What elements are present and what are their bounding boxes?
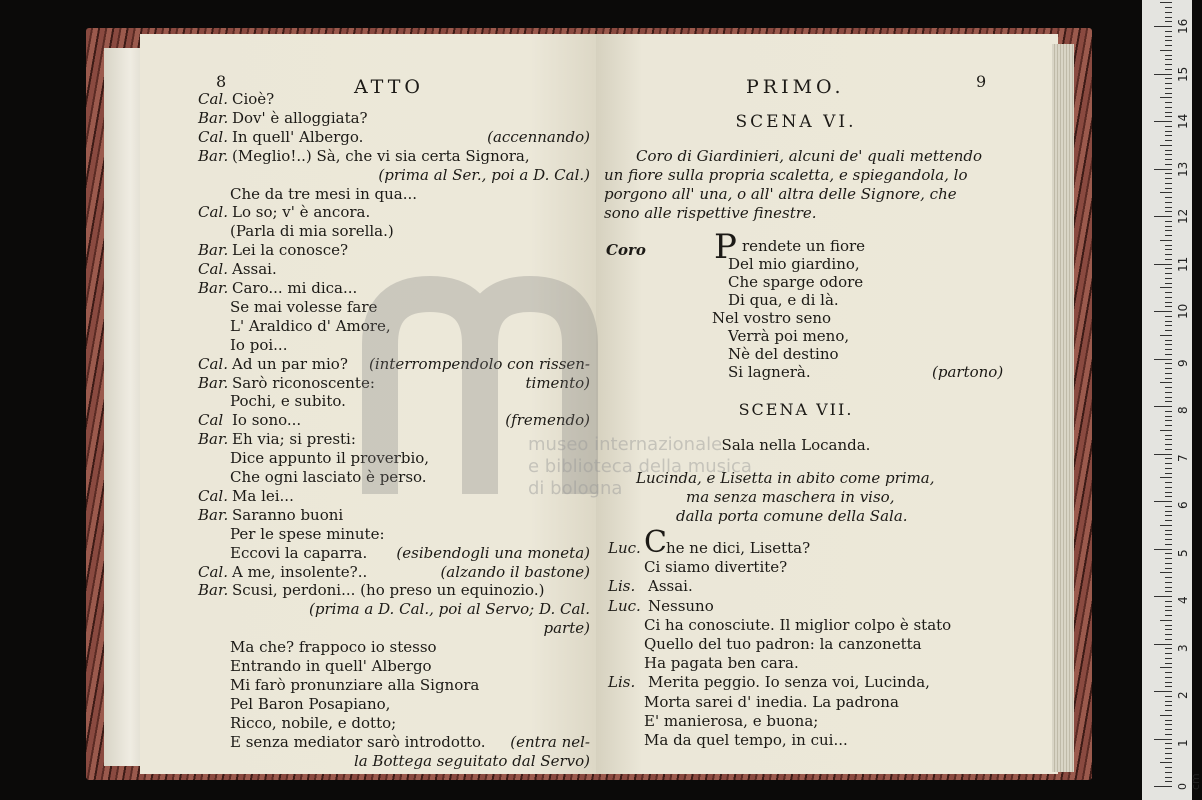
ruler-tick xyxy=(1165,102,1172,103)
ruler-tick xyxy=(1165,12,1172,13)
ruler-tick xyxy=(1154,549,1172,550)
ruler-tick xyxy=(1165,107,1172,108)
ruler-tick xyxy=(1165,534,1172,535)
ruler-label: 4 xyxy=(1176,596,1190,604)
verse-line: In quell' Albergo. xyxy=(232,127,364,146)
dialogue-line: Nessuno xyxy=(648,596,714,615)
right-page xyxy=(596,34,1058,774)
stage-direction: (esibendogli una moneta) xyxy=(396,543,590,562)
ruler-tick xyxy=(1165,173,1172,174)
ruler-tick xyxy=(1165,777,1172,778)
ruler-tick xyxy=(1165,520,1172,521)
ruler-tick xyxy=(1165,758,1172,759)
ruler-tick xyxy=(1154,596,1172,597)
verse-line: Io sono... xyxy=(232,411,302,430)
verse-line: Ad un par mio? xyxy=(232,354,348,373)
ruler-tick xyxy=(1154,216,1172,217)
dialogue-line: Quello del tuo padron: la canzonetta xyxy=(644,635,922,653)
ruler-tick xyxy=(1165,539,1172,540)
ruler-tick xyxy=(1154,739,1172,740)
ruler-tick xyxy=(1165,188,1172,189)
ruler-tick xyxy=(1165,648,1172,649)
dialogue-line: Ci siamo divertite? xyxy=(644,558,788,577)
scene-6-desc-line: Coro di Giardinieri, alcuni de' quali mettendo xyxy=(636,147,983,165)
ruler-tick xyxy=(1160,430,1172,431)
stage-direction: timento) xyxy=(525,373,590,392)
coro-verse-line: Si lagnerà. xyxy=(728,363,811,381)
ruler-tick xyxy=(1165,696,1172,697)
verse-line: Pel Baron Posapiano, xyxy=(230,694,391,713)
ruler-tick xyxy=(1165,629,1172,630)
ruler-tick xyxy=(1165,78,1172,79)
dialogue-line: Ci ha conosciute. Il miglior colpo è stato xyxy=(644,615,952,634)
ruler-tick xyxy=(1165,321,1172,322)
running-head-right: PRIMO. xyxy=(746,76,845,98)
ruler-tick xyxy=(1160,762,1172,763)
ruler-tick xyxy=(1165,458,1172,459)
speaker-label: Bar. xyxy=(198,581,229,600)
ruler-tick xyxy=(1165,325,1172,326)
speaker-label: Bar. xyxy=(198,373,229,392)
ruler-tick xyxy=(1165,487,1172,488)
ruler-tick xyxy=(1165,748,1172,749)
dialogue-line: Assai. xyxy=(648,577,693,596)
ruler-tick xyxy=(1165,553,1172,554)
ruler-tick xyxy=(1165,439,1172,440)
verse-line: Ma lei... xyxy=(232,486,294,505)
speaker-label: Cal. xyxy=(198,486,228,505)
verse-line: Lei la conosce? xyxy=(232,241,349,260)
verse-line: Scusi, perdoni... (ho preso un equinozio.) xyxy=(232,581,545,600)
verse-line: L' Araldico d' Amore, xyxy=(230,316,391,335)
ruler-tick xyxy=(1165,259,1172,260)
ruler-tick xyxy=(1154,406,1172,407)
page-edges xyxy=(1052,44,1074,772)
verse-line: Cioè? xyxy=(232,90,275,108)
watermark-line: museo internazionale xyxy=(528,434,723,455)
page-number-right: 9 xyxy=(976,72,987,91)
ruler-tick xyxy=(1165,530,1172,531)
ruler-tick xyxy=(1165,7,1172,8)
ruler-tick xyxy=(1165,306,1172,307)
verse-line: Pochi, e subito. xyxy=(230,392,346,411)
speaker-label: Cal. xyxy=(198,127,228,146)
ruler-tick xyxy=(1154,691,1172,692)
verse-line: A me, insolente?.. xyxy=(232,562,368,581)
ruler-tick xyxy=(1165,577,1172,578)
speaker-label: Bar. xyxy=(198,146,229,165)
verse-line: Lo so; v' è ancora. xyxy=(232,203,371,222)
stage-direction: (prima a D. Cal., poi al Servo; D. Cal. xyxy=(309,600,590,619)
ruler-tick xyxy=(1165,587,1172,588)
ruler-tick xyxy=(1165,767,1172,768)
ruler-tick xyxy=(1165,21,1172,22)
ruler-tick xyxy=(1154,169,1172,170)
stage-direction: la Bottega seguitato dal Servo) xyxy=(353,751,590,770)
verse-line: Eh via; si presti: xyxy=(232,430,356,449)
speaker-label: Cal xyxy=(198,411,224,430)
ruler-tick xyxy=(1160,477,1172,478)
coro-verse-line: Di qua, e di là. xyxy=(728,291,839,309)
ruler-tick xyxy=(1165,563,1172,564)
ruler-tick xyxy=(1165,116,1172,117)
scene-7-desc-line: dalla porta comune della Sala. xyxy=(676,507,908,525)
speaker-label: Bar. xyxy=(198,279,229,297)
page-number-left: 8 xyxy=(216,72,227,91)
watermark-line: e biblioteca della musica xyxy=(528,456,752,477)
dialogue-line: Merita peggio. Io senza voi, Lucinda, xyxy=(648,673,930,692)
ruler-tick xyxy=(1165,235,1172,236)
speaker-label: Lis. xyxy=(608,577,636,596)
ruler-label: 7 xyxy=(1176,453,1190,462)
watermark-line: di bologna xyxy=(528,478,623,499)
ruler-tick xyxy=(1165,506,1172,507)
speaker-label: Cal. xyxy=(198,203,228,222)
coro-verse-line: Nel vostro seno xyxy=(712,309,832,327)
stage-direction: (interrompendolo con rissen- xyxy=(368,354,590,373)
ruler-label: 1 xyxy=(1176,738,1190,747)
ruler-tick xyxy=(1165,653,1172,654)
ruler-tick xyxy=(1165,734,1172,735)
ruler-tick xyxy=(1165,245,1172,246)
ruler-tick xyxy=(1160,715,1172,716)
ruler-tick xyxy=(1154,501,1172,502)
ruler-tick xyxy=(1165,425,1172,426)
ruler-tick xyxy=(1165,221,1172,222)
ruler-tick xyxy=(1165,601,1172,602)
ruler-tick xyxy=(1165,40,1172,41)
verse-line: Caro... mi dica... xyxy=(232,279,358,297)
ruler-tick xyxy=(1160,335,1172,336)
ruler-tick xyxy=(1165,64,1172,65)
ruler-label: 8 xyxy=(1176,406,1190,414)
ruler-tick xyxy=(1165,159,1172,160)
ruler-tick xyxy=(1165,686,1172,687)
verse-line: Che da tre mesi in qua... xyxy=(230,184,418,203)
speaker-label: Bar. xyxy=(198,430,229,449)
scene-6-desc-line: un fiore sulla propria scaletta, e spiegandola, lo xyxy=(604,166,968,184)
speaker-label: Cal. xyxy=(198,562,228,581)
ruler-tick xyxy=(1165,17,1172,18)
ruler-tick xyxy=(1165,705,1172,706)
verse-line: Entrando in quell' Albergo xyxy=(230,657,432,675)
ruler-tick xyxy=(1165,639,1172,640)
ruler-tick xyxy=(1165,682,1172,683)
stage-direction: (prima al Ser., poi a D. Cal.) xyxy=(378,165,590,184)
ruler-tick xyxy=(1165,112,1172,113)
ruler-tick xyxy=(1160,525,1172,526)
ruler-tick xyxy=(1154,454,1172,455)
ruler-tick xyxy=(1154,359,1172,360)
ruler-label: 15 xyxy=(1176,66,1190,82)
ruler-label: 11 xyxy=(1176,256,1190,272)
ruler-tick xyxy=(1165,368,1172,369)
ruler-tick xyxy=(1165,292,1172,293)
speaker-label: Bar. xyxy=(198,108,229,127)
stage-direction: (fremendo) xyxy=(505,411,590,430)
verse-line: (Meglio!..) Sà, che vi sia certa Signora, xyxy=(232,146,530,165)
ruler-tick xyxy=(1165,511,1172,512)
ruler-tick xyxy=(1165,401,1172,402)
ruler-tick xyxy=(1165,278,1172,279)
ruler-tick xyxy=(1165,354,1172,355)
coro-verse-line: Nè del destino xyxy=(728,345,839,363)
dialogue-line: Morta sarei d' inedia. La padrona xyxy=(644,692,899,711)
ruler-tick xyxy=(1165,416,1172,417)
ruler-tick xyxy=(1160,97,1172,98)
ruler-tick xyxy=(1165,729,1172,730)
scene-7-desc-line: ma senza maschera in viso, xyxy=(686,488,895,506)
verse-line: Sarò riconoscente: xyxy=(232,373,375,392)
verse-line: Assai. xyxy=(232,260,277,279)
ruler-tick xyxy=(1165,273,1172,274)
verse-line: Mi farò pronunziare alla Signora xyxy=(230,675,480,694)
ruler-tick xyxy=(1165,131,1172,132)
ruler-tick xyxy=(1165,363,1172,364)
verse-line: E senza mediator sarò introdotto. xyxy=(230,732,486,751)
ruler-tick xyxy=(1165,230,1172,231)
ruler-tick xyxy=(1154,264,1172,265)
stage-direction: (entra nel- xyxy=(510,732,590,751)
ruler-tick xyxy=(1165,610,1172,611)
verse-line: Dov' è alloggiata? xyxy=(232,108,368,127)
ruler-tick xyxy=(1165,568,1172,569)
ruler-tick xyxy=(1154,644,1172,645)
ruler-tick xyxy=(1165,444,1172,445)
ruler-tick xyxy=(1165,663,1172,664)
ruler-tick xyxy=(1160,145,1172,146)
verse-line: Che ogni lasciato è perso. xyxy=(230,468,427,486)
coro-verse-line: rendete un fiore xyxy=(742,237,866,255)
ruler-tick xyxy=(1165,720,1172,721)
ruler-tick xyxy=(1165,316,1172,317)
ruler-tick xyxy=(1165,658,1172,659)
verse-line: Io poi... xyxy=(230,335,288,354)
speaker-label: Cal. xyxy=(198,260,228,279)
ruler-tick xyxy=(1165,411,1172,412)
ruler-tick xyxy=(1165,31,1172,32)
speaker-label: Lis. xyxy=(608,673,636,692)
ruler-tick xyxy=(1165,435,1172,436)
coro-dropcap: P xyxy=(714,227,737,267)
verse-line: Per le spese minute: xyxy=(230,524,385,543)
ruler-tick xyxy=(1165,211,1172,212)
ruler-label: 13 xyxy=(1176,161,1190,177)
speaker-label: Cal. xyxy=(198,354,228,373)
ruler-tick xyxy=(1165,515,1172,516)
ruler-tick xyxy=(1165,283,1172,284)
ruler-tick xyxy=(1160,50,1172,51)
ruler-tick xyxy=(1165,753,1172,754)
verse-line: Ricco, nobile, e dotto; xyxy=(230,713,397,732)
verse-line: Ma che? frappoco io stesso xyxy=(230,638,437,657)
coro-stage-direction: (partono) xyxy=(932,363,1004,381)
ruler-tick xyxy=(1165,254,1172,255)
ruler-tick xyxy=(1165,69,1172,70)
ruler-tick xyxy=(1165,183,1172,184)
ruler-tick xyxy=(1165,473,1172,474)
dialogue-dropcap: C xyxy=(644,525,667,560)
ruler-tick xyxy=(1154,121,1172,122)
stage-direction: parte) xyxy=(543,619,590,638)
ruler-tick xyxy=(1165,249,1172,250)
ruler-tick xyxy=(1165,615,1172,616)
ruler-label: 2 xyxy=(1176,691,1190,699)
ruler-tick xyxy=(1160,667,1172,668)
dialogue-line: E' manierosa, e buona; xyxy=(644,711,819,730)
ruler-tick xyxy=(1165,606,1172,607)
ruler-label: 5 xyxy=(1176,548,1190,557)
speaker-label: Cal. xyxy=(198,90,228,108)
ruler-tick xyxy=(1165,268,1172,269)
ruler-tick xyxy=(1165,59,1172,60)
ruler-tick xyxy=(1165,492,1172,493)
ruler-tick xyxy=(1160,240,1172,241)
coro-verse-line: Del mio giardino, xyxy=(728,255,860,273)
ruler-tick xyxy=(1160,572,1172,573)
ruler-tick xyxy=(1165,387,1172,388)
dialogue-line: Ma da quel tempo, in cui... xyxy=(644,731,848,749)
scene-6-title: SCENA VI. xyxy=(735,112,857,132)
ruler-tick xyxy=(1165,591,1172,592)
ruler-tick xyxy=(1160,382,1172,383)
ruler-tick xyxy=(1165,482,1172,483)
ruler-tick xyxy=(1165,178,1172,179)
ruler-tick xyxy=(1154,311,1172,312)
ruler-tick xyxy=(1165,55,1172,56)
ruler-tick xyxy=(1154,74,1172,75)
ruler-tick xyxy=(1165,582,1172,583)
ruler-tick xyxy=(1165,544,1172,545)
scene-6-desc-line: porgono all' una, o all' altra delle Signore, che xyxy=(604,185,957,203)
ruler-tick xyxy=(1165,340,1172,341)
ruler-tick xyxy=(1165,302,1172,303)
scene-7-title: SCENA VII. xyxy=(738,400,854,419)
ruler-tick xyxy=(1165,349,1172,350)
ruler-label: 3 xyxy=(1176,643,1190,652)
ruler-tick xyxy=(1165,373,1172,374)
ruler-tick xyxy=(1165,126,1172,127)
ruler-label: 16 xyxy=(1176,18,1190,34)
ruler-tick xyxy=(1165,449,1172,450)
ruler-tick xyxy=(1165,197,1172,198)
ruler-tick xyxy=(1154,26,1172,27)
ruler-tick xyxy=(1160,192,1172,193)
ruler-tick xyxy=(1165,150,1172,151)
left-page xyxy=(140,34,598,774)
ruler-tick xyxy=(1165,93,1172,94)
ruler-tick xyxy=(1165,496,1172,497)
speaker-label: Luc. xyxy=(608,596,641,615)
verse-line: Dice appunto il proverbio, xyxy=(230,449,430,468)
coro-verse-line: Verrà poi meno, xyxy=(728,327,850,345)
ruler-label: 6 xyxy=(1176,501,1190,509)
ruler-tick xyxy=(1154,786,1172,787)
scene-6-desc-line: sono alle rispettive finestre. xyxy=(604,204,817,222)
ruler-tick xyxy=(1165,297,1172,298)
ruler-tick xyxy=(1165,743,1172,744)
ruler-tick xyxy=(1165,164,1172,165)
ruler-tick xyxy=(1165,625,1172,626)
ruler-tick xyxy=(1165,202,1172,203)
ruler-tick xyxy=(1165,724,1172,725)
ruler-tick xyxy=(1165,397,1172,398)
ruler-tick xyxy=(1160,2,1172,3)
ruler-tick xyxy=(1165,463,1172,464)
ruler-tick xyxy=(1165,392,1172,393)
ruler-tick xyxy=(1165,420,1172,421)
stage-direction: (accennando) xyxy=(487,127,590,146)
ruler-label: 14 xyxy=(1176,113,1190,129)
ruler-tick xyxy=(1165,378,1172,379)
ruler-tick xyxy=(1165,468,1172,469)
speaker-label: Bar. xyxy=(198,505,229,524)
speaker-label: Luc. xyxy=(608,539,641,557)
ruler-tick xyxy=(1165,135,1172,136)
scene-7-desc-line: Lucinda, e Lisetta in abito come prima, xyxy=(636,469,935,487)
ruler-tick xyxy=(1165,677,1172,678)
speaker-label: Bar. xyxy=(198,241,229,260)
verse-line: Eccovi la caparra. xyxy=(230,543,368,562)
ruler-tick xyxy=(1165,88,1172,89)
ruler-tick xyxy=(1165,701,1172,702)
ruler-unit-label: 0 cm xyxy=(1176,773,1202,790)
ruler-tick xyxy=(1165,344,1172,345)
verse-line: Se mai volesse fare xyxy=(230,297,378,316)
measurement-ruler xyxy=(1142,0,1202,800)
verse-line: (Parla di mia sorella.) xyxy=(230,222,394,241)
ruler-tick xyxy=(1165,45,1172,46)
ruler-tick xyxy=(1165,36,1172,37)
ruler-tick xyxy=(1165,558,1172,559)
ruler-label: 10 xyxy=(1176,303,1190,319)
ruler-label: 9 xyxy=(1176,358,1190,367)
dialogue-line: Ha pagata ben cara. xyxy=(644,654,799,673)
ruler-tick xyxy=(1165,226,1172,227)
ruler-tick xyxy=(1165,672,1172,673)
stage-direction: (alzando il bastone) xyxy=(440,562,590,581)
dialogue-line: he ne dici, Lisetta? xyxy=(666,539,811,557)
ruler-tick xyxy=(1165,634,1172,635)
ruler-tick xyxy=(1165,781,1172,782)
scene-7-setting: Sala nella Locanda. xyxy=(721,436,871,454)
coro-verse-line: Che sparge odore xyxy=(728,273,864,291)
ruler-tick xyxy=(1165,330,1172,331)
ruler-tick xyxy=(1165,772,1172,773)
ruler-tick xyxy=(1165,140,1172,141)
ruler-tick xyxy=(1165,710,1172,711)
running-head-left: ATTO xyxy=(354,76,424,98)
coro-label: Coro xyxy=(606,241,646,259)
ruler-label: 12 xyxy=(1176,208,1190,224)
ruler-tick xyxy=(1160,620,1172,621)
ruler-tick xyxy=(1165,83,1172,84)
ruler-tick xyxy=(1165,154,1172,155)
verse-line: Saranno buoni xyxy=(232,505,344,524)
ruler-tick xyxy=(1160,287,1172,288)
ruler-tick xyxy=(1165,207,1172,208)
